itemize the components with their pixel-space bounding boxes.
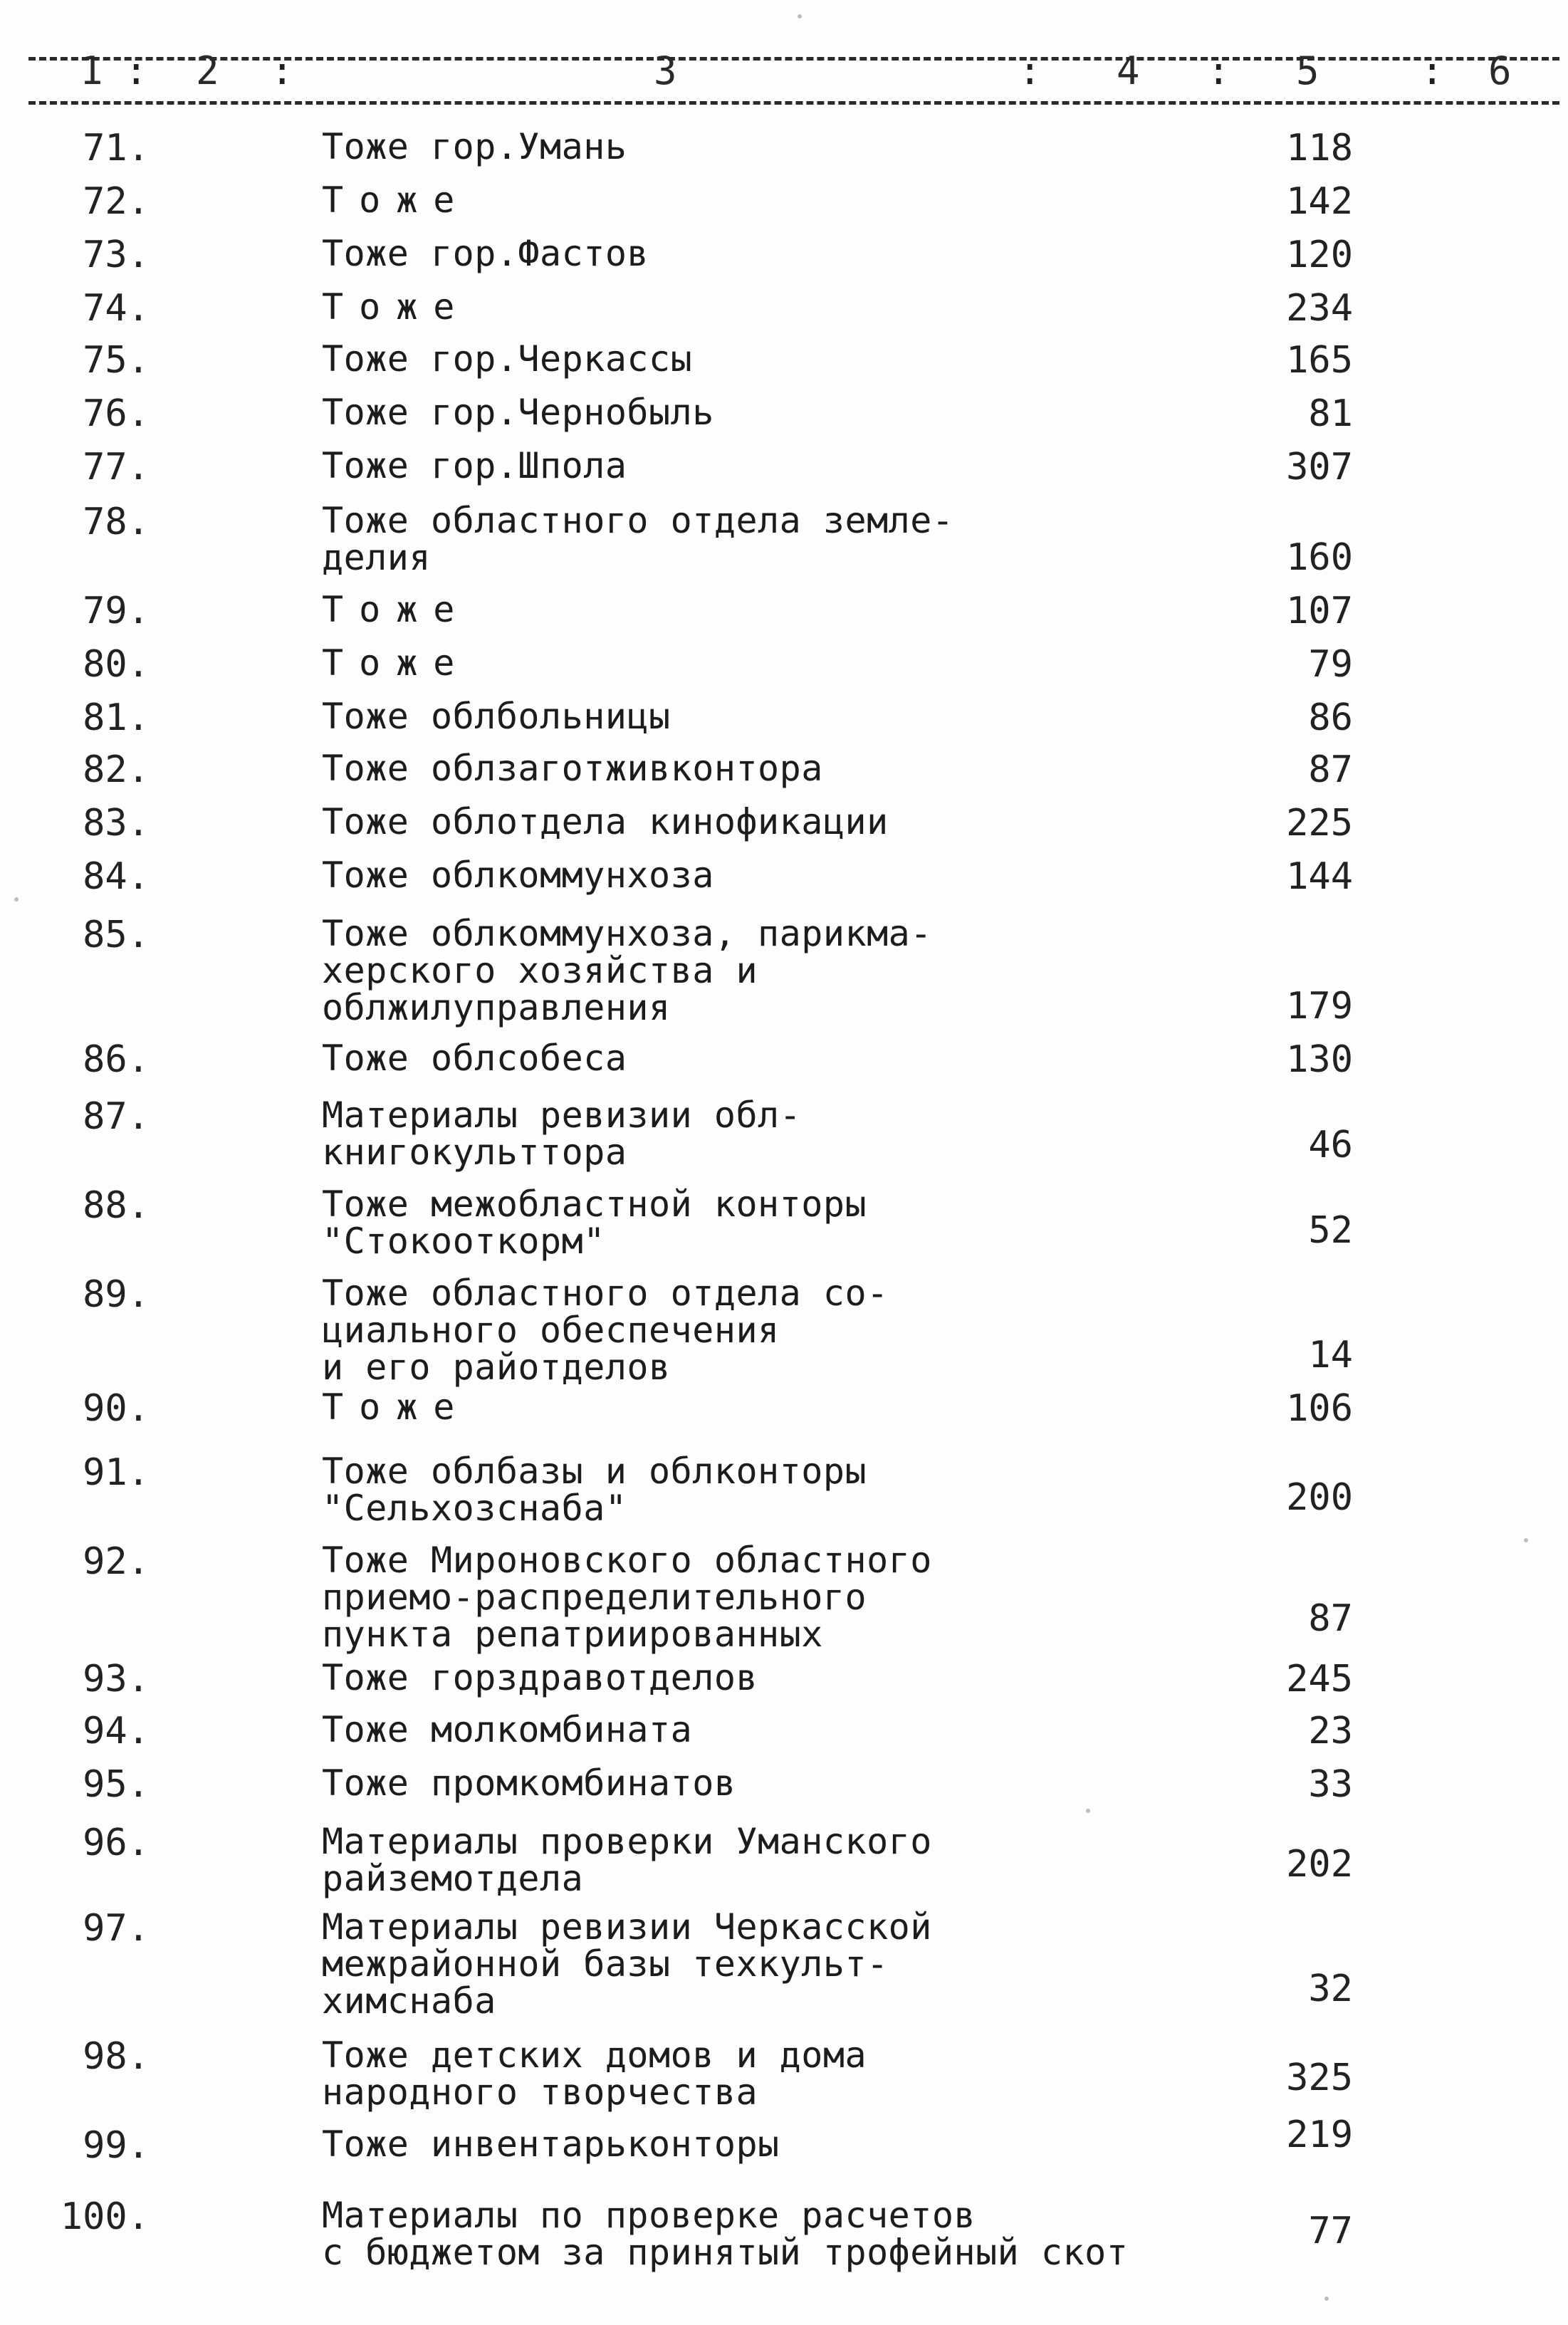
item-title: Тоже детских домов и дома народного творчества [322,2034,867,2113]
paper-speck [1524,1538,1528,1542]
item-number: 95. [83,1763,150,1806]
item-title: Тоже [322,642,471,684]
item-title: Тоже гор.Умань [322,126,627,167]
column-separator: : [1207,48,1230,93]
item-number: 78. [83,501,150,543]
item-title: Тоже промкомбинатов [322,1762,736,1804]
paper-speck [1324,2297,1329,2301]
header-bottom-rule [28,101,1559,105]
sheet-count: 219 [1286,2114,1353,2156]
sheet-count: 165 [1286,339,1353,382]
header-top-rule [28,57,1559,61]
item-number: 97. [83,1907,150,1950]
sheet-count: 144 [1286,855,1353,898]
item-title: Тоже Мироновского областного приемо-распределительного пункта репатриированных [322,1540,932,1655]
item-number: 100. [60,2195,150,2238]
item-title: Тоже облсобеса [322,1038,627,1079]
sheet-count: 77 [1308,2210,1353,2252]
sheet-count: 86 [1308,696,1353,739]
item-number: 93. [83,1658,150,1700]
sheet-count: 106 [1286,1387,1353,1430]
item-number: 73. [83,234,150,276]
item-number: 80. [83,643,150,686]
item-title: Тоже областного отдела земле- делия [322,500,954,578]
sheet-count: 120 [1286,234,1353,276]
sheet-count: 33 [1308,1763,1353,1806]
paper-speck [14,897,19,902]
item-number: 94. [83,1710,150,1752]
sheet-count: 14 [1308,1334,1353,1376]
item-number: 81. [83,696,150,739]
sheet-count: 325 [1286,2057,1353,2099]
item-title: Тоже [322,589,471,630]
item-title: Тоже инвентарьконторы [322,2123,780,2165]
column-separator: : [1421,48,1444,93]
item-title: Тоже [322,286,471,328]
item-title: Материалы по проверке расчетов с бюджетом за принятый трофейный скот [322,2195,1129,2273]
column-separator: : [1018,48,1042,93]
item-title: Тоже [322,179,471,221]
item-number: 77. [83,446,150,488]
item-number: 72. [83,180,150,223]
paper-speck [798,14,802,19]
item-number: 92. [83,1540,150,1583]
item-number: 88. [83,1184,150,1227]
item-number: 86. [83,1038,150,1081]
item-number: 84. [83,855,150,898]
sheet-count: 202 [1286,1843,1353,1886]
item-title: Материалы ревизии обл- книгокульттора [322,1094,802,1173]
item-title: Материалы проверки Уманского райземотдела [322,1821,932,1899]
item-number: 96. [83,1822,150,1864]
column-header-2: 2 [196,48,219,93]
item-title: Тоже облкоммунхоза, парикма- херского хозяйства и облжилуправления [322,913,932,1028]
item-title: Тоже [322,1386,471,1428]
sheet-count: 245 [1286,1658,1353,1700]
sheet-count: 130 [1286,1038,1353,1081]
item-number: 71. [83,127,150,169]
sheet-count: 225 [1286,802,1353,845]
item-number: 90. [83,1387,150,1430]
sheet-count: 87 [1308,748,1353,791]
item-title: Тоже молкомбината [322,1709,693,1750]
item-number: 99. [83,2124,150,2167]
item-number: 74. [83,287,150,330]
sheet-count: 23 [1308,1710,1353,1752]
column-header-1: 1 [80,48,103,93]
item-title: Тоже облбольницы [322,696,671,737]
column-separator: : [125,48,148,93]
item-title: Материалы ревизии Черкасской межрайонной базы техкульт- химснаба [322,1906,932,2022]
item-number: 91. [83,1451,150,1494]
sheet-count: 142 [1286,180,1353,223]
item-title: Тоже межобластной конторы "Стокооткорм" [322,1184,867,1262]
item-number: 76. [83,392,150,435]
column-header-4: 4 [1117,48,1140,93]
sheet-count: 118 [1286,127,1353,169]
sheet-count: 79 [1308,643,1353,686]
sheet-count: 107 [1286,590,1353,632]
item-number: 98. [83,2035,150,2078]
item-number: 75. [83,339,150,382]
item-title: Тоже облзаготживконтора [322,748,823,789]
sheet-count: 32 [1308,1968,1353,2010]
item-number: 85. [83,914,150,956]
item-number: 89. [83,1273,150,1316]
column-header-row [28,43,1559,107]
sheet-count: 200 [1286,1476,1353,1519]
item-title: Тоже горздравотделов [322,1657,758,1698]
sheet-count: 307 [1286,446,1353,488]
item-title: Тоже гор.Фастов [322,233,649,274]
item-title: Тоже областного отдела со- циального обеспечения и его райотделов [322,1273,889,1388]
column-header-5: 5 [1296,48,1319,93]
item-title: Тоже облотдела кинофикации [322,801,889,842]
column-header-3: 3 [654,48,677,93]
sheet-count: 81 [1308,392,1353,435]
item-title: Тоже облкоммунхоза [322,855,714,896]
column-header-6: 6 [1488,48,1512,93]
sheet-count: 179 [1286,985,1353,1028]
sheet-count: 52 [1308,1209,1353,1252]
item-title: Тоже гор.Шпола [322,445,627,486]
item-number: 83. [83,802,150,845]
sheet-count: 160 [1286,536,1353,579]
item-title: Тоже облбазы и облконторы "Сельхозснаба" [322,1451,867,1529]
item-number: 82. [83,748,150,791]
sheet-count: 234 [1286,287,1353,330]
sheet-count: 46 [1308,1124,1353,1166]
item-title: Тоже гор.Черкассы [322,338,693,380]
sheet-count: 87 [1308,1597,1353,1640]
item-title: Тоже гор.Чернобыль [322,392,714,433]
paper-speck [1086,1809,1090,1813]
item-number: 79. [83,590,150,632]
item-number: 87. [83,1095,150,1138]
column-separator: : [271,48,294,93]
